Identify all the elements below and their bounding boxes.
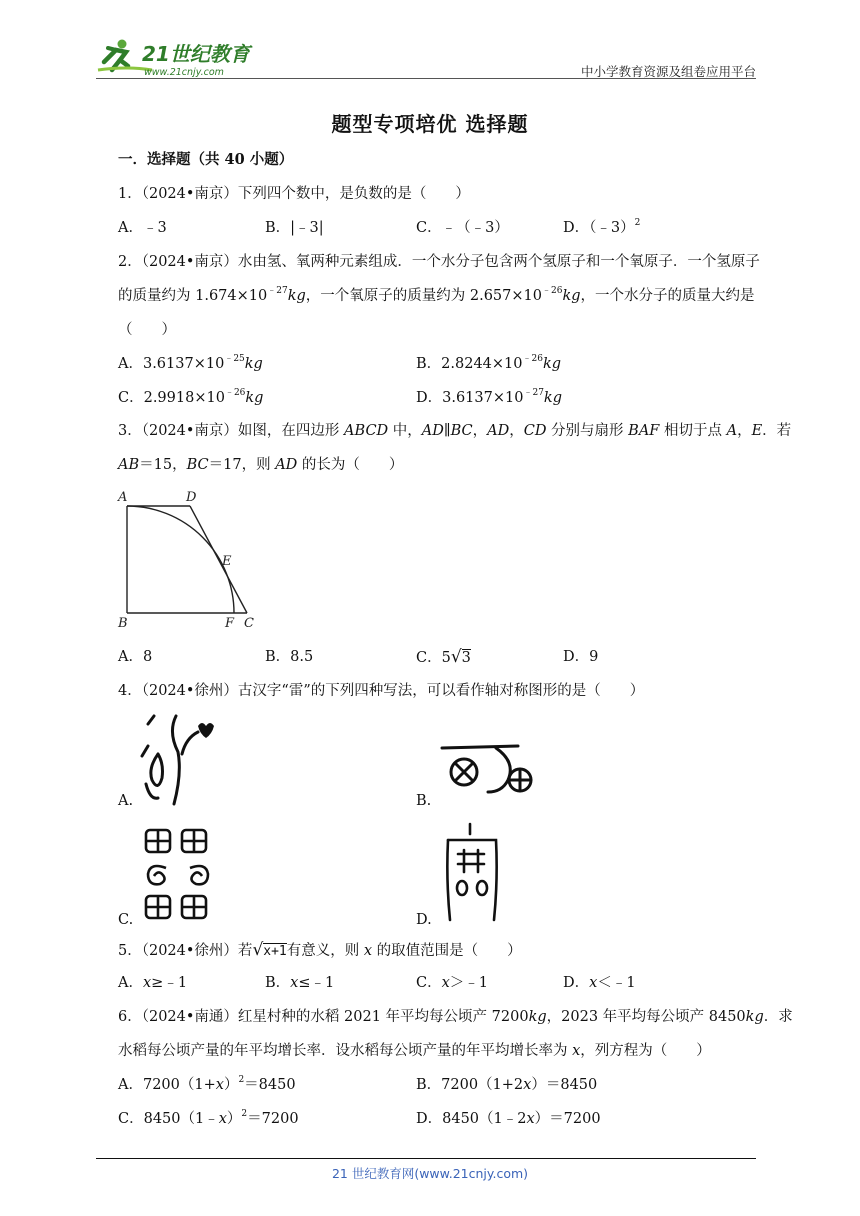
- header-divider: [96, 78, 756, 79]
- quadrilateral-sector-figure: [112, 486, 262, 634]
- label-d: D: [186, 490, 197, 505]
- segment-dc: [190, 506, 247, 613]
- label-c: C: [244, 616, 254, 631]
- lei-glyph-d-image: [440, 820, 504, 924]
- footer-link[interactable]: 21 世纪教育网(www.21cnjy.com): [331, 1166, 529, 1181]
- question-2-line-3: （ ）: [118, 322, 176, 338]
- q2-option-b: B．$2.8244\times 10^{﹣26}kg$: [416, 354, 562, 372]
- q5-option-d: D．x＜﹣1: [563, 975, 636, 991]
- q4-option-b-label: B.: [416, 793, 432, 809]
- question-3-line-1: 3．（2024•南京）如图，在四边形 ABCD 中，AD∥BC，AD，CD 分别与扇形 BAF 相切于点 A，E．若: [118, 423, 792, 439]
- question-2-line-2: 的质量约为 $1.674\times 10^{﹣27}kg$，一个氧原子的质量约为 $2.657\times 10^{﹣26}kg$，一个水分子的质量大约是: [118, 286, 755, 304]
- q5-option-b: B．x≤﹣1: [265, 975, 335, 991]
- q2-option-d: D．$3.6137\times 10^{﹣27}kg$: [416, 388, 562, 406]
- q1-option-d: D．（﹣3）$^2$: [563, 218, 641, 236]
- q6-option-d: D．8450（1﹣2x）＝7200: [416, 1111, 601, 1127]
- question-5-stem: 5．（2024•徐州）若√x+1有意义，则 x 的取值范围是（ ）: [118, 940, 522, 960]
- q3-option-a: A．8: [118, 649, 153, 665]
- q4-option-d-label: D.: [416, 912, 432, 928]
- question-4-stem: 4．（2024•徐州）古汉字“雷”的下列四种写法，可以看作轴对称图形的是（ ）: [118, 683, 645, 699]
- q3-option-d: D．9: [563, 649, 599, 665]
- page-header: [96, 36, 756, 80]
- q3-option-b: B．8.5: [265, 649, 314, 665]
- page-title: 题型专项培优 选择题: [331, 112, 529, 136]
- label-b: B: [118, 616, 128, 631]
- q6-option-b: B．7200（1+2x）＝8450: [416, 1077, 598, 1093]
- logo-text: 21世纪教育: [142, 42, 250, 66]
- q6-option-a: A．$7200(1+x)^2=8450$: [118, 1075, 296, 1093]
- question-6-line-2: 水稻每公顷产量的年平均增长率．设水稻每公顷产量的年平均增长率为 x，列方程为（ ）: [118, 1043, 711, 1059]
- logo: [96, 36, 266, 80]
- section-heading: 一．选择题（共 40 小题）: [118, 151, 294, 168]
- q1-option-c: C．﹣（﹣3）: [416, 220, 509, 236]
- label-a: A: [118, 490, 128, 505]
- q2-option-a: A．$3.6137\times 10^{﹣25}kg$: [118, 354, 263, 372]
- q1-option-a: A．﹣3: [118, 220, 167, 236]
- logo-url: www.21cnjy.com: [144, 67, 224, 78]
- footer-divider: [96, 1158, 756, 1159]
- q5-option-c: C．x＞﹣1: [416, 975, 489, 991]
- question-1-stem: 1．（2024•南京）下列四个数中，是负数的是（ ）: [118, 186, 470, 202]
- q3-option-c: C．5√3: [416, 647, 471, 667]
- lei-glyph-c-image: [140, 826, 216, 924]
- q1-option-b: B．|﹣3|: [265, 220, 324, 236]
- lei-glyph-b-image: [440, 742, 540, 808]
- question-6-line-1: 6．（2024•南通）红星村种的水稻 2021 年平均每公顷产 7200kg，2023 年平均每公顷产 8450kg．求: [118, 1009, 793, 1025]
- q6-option-c: C．8450（1﹣x）$^2$＝7200: [118, 1109, 299, 1127]
- platform-name: 中小学教育资源及组卷应用平台: [580, 64, 756, 79]
- q5-option-a: A．x≥﹣1: [118, 975, 188, 991]
- question-2-line-1: 2．（2024•南京）水由氢、氧两种元素组成．一个水分子包含两个氢原子和一个氧原子．一个氢原子: [118, 254, 760, 270]
- q4-option-c-label: C.: [118, 912, 134, 928]
- question-3-line-2: AB＝15，BC＝17，则 AD 的长为（ ）: [118, 457, 404, 473]
- lei-glyph-a-image: [136, 712, 216, 808]
- q2-option-c: C．$2.9918\times 10^{﹣26}kg$: [118, 388, 264, 406]
- label-e: E: [222, 554, 232, 569]
- q4-option-a-label: A.: [118, 793, 134, 809]
- label-f: F: [225, 616, 235, 631]
